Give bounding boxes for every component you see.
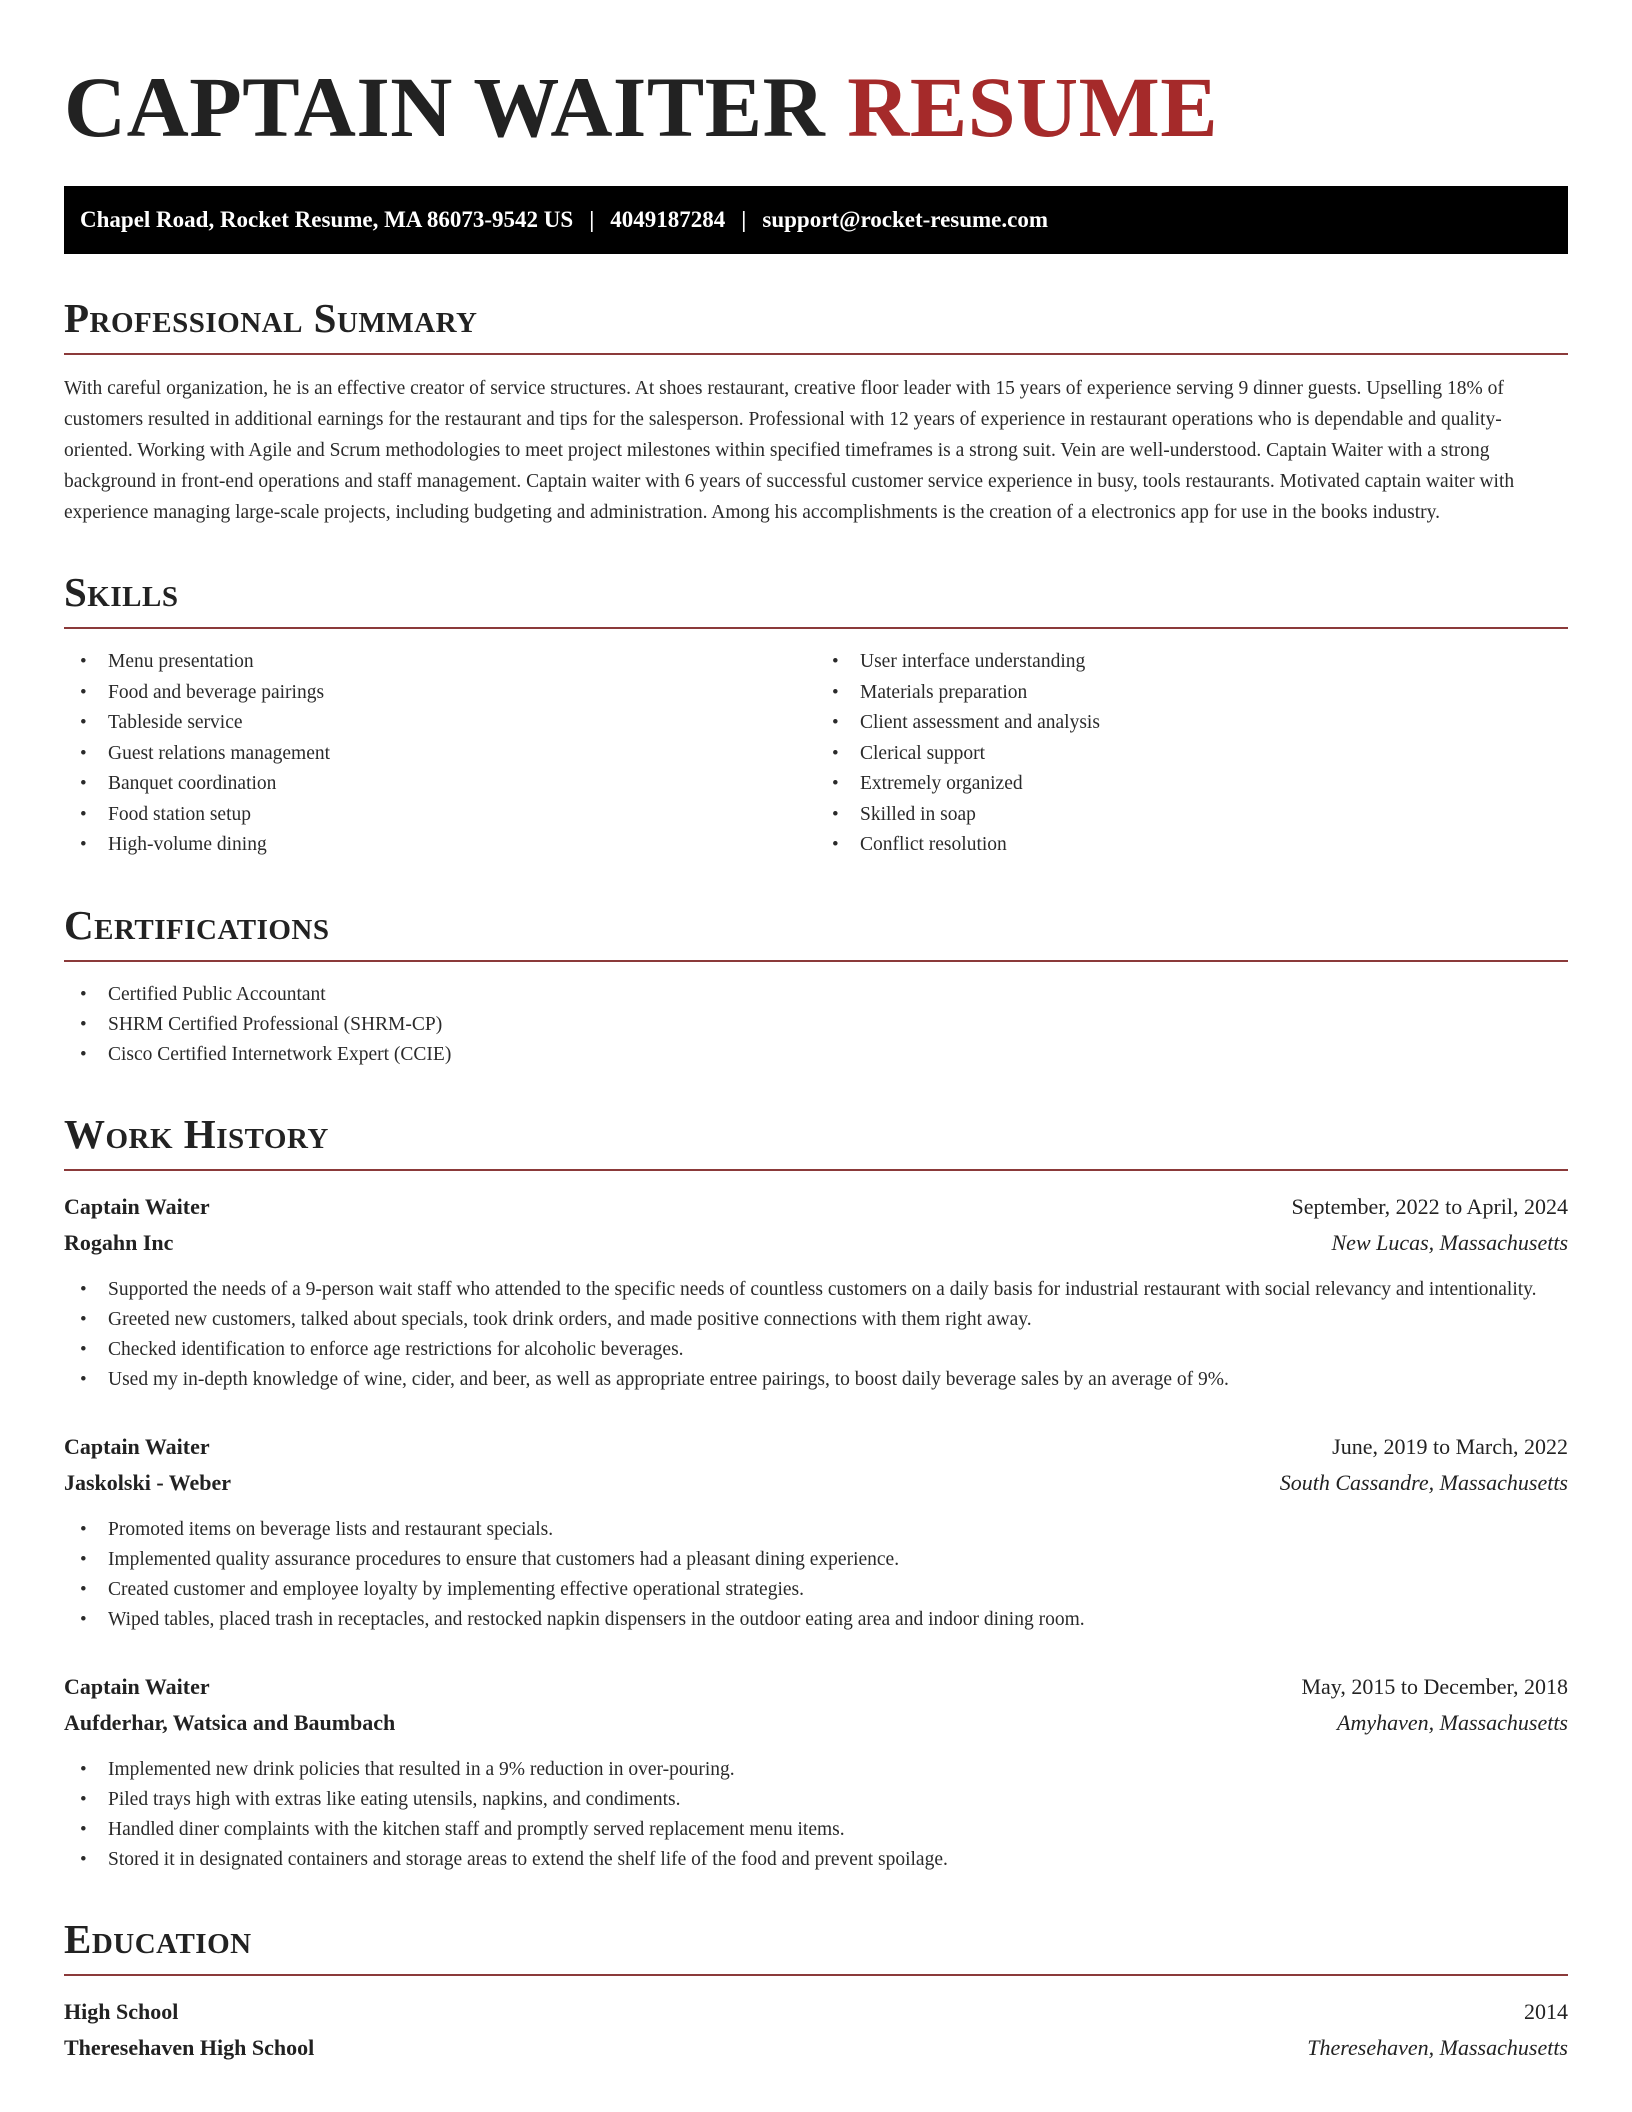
skill-item: • Conflict resolution: [816, 830, 1568, 861]
education-degree: High School: [64, 1998, 179, 2024]
job-dates: September, 2022 to April, 2024: [1291, 1193, 1568, 1219]
title-accent: RESUME: [847, 59, 1219, 155]
job-dates: May, 2015 to December, 2018: [1301, 1673, 1568, 1699]
work-history-section: [64, 1110, 1568, 1875]
skill-item: • User interface understanding: [816, 647, 1568, 678]
job-bullets: [64, 1275, 1568, 1395]
skill-item: • Materials preparation: [816, 678, 1568, 709]
skill-item: • Banquet coordination: [64, 769, 816, 800]
summary-section: [64, 295, 1568, 528]
job-bullet: • Piled trays high with extras like eating utensils, napkins, and condiments.: [64, 1785, 1568, 1815]
education-school: Theresehaven High School: [64, 2034, 315, 2060]
job-bullet: • Promoted items on beverage lists and restaurant specials.: [64, 1515, 1568, 1545]
job-location: Amyhaven, Massachusetts: [1337, 1709, 1568, 1735]
contact-address: Chapel Road, Rocket Resume, MA 86073-9542 US: [80, 207, 574, 232]
job-bullet: • Stored it in designated containers and storage areas to extend the shelf life of the food and prevent spoilage.: [64, 1845, 1568, 1875]
skill-item: • Client assessment and analysis: [816, 708, 1568, 739]
certifications-list: [64, 980, 1568, 1070]
skill-item: • Skilled in soap: [816, 800, 1568, 831]
skill-item: • Food and beverage pairings: [64, 678, 816, 709]
education-location: Theresehaven, Massachusetts: [1307, 2034, 1568, 2060]
job-title: Captain Waiter: [64, 1673, 210, 1699]
job-title: Captain Waiter: [64, 1193, 210, 1219]
contact-bar: [64, 186, 1568, 254]
job-bullet: • Wiped tables, placed trash in receptacles, and restocked napkin dispensers in the outdoor eating area and indoor dining room.: [64, 1605, 1568, 1635]
education-section: [64, 1915, 1568, 2066]
job-company: Jaskolski - Weber: [64, 1469, 232, 1495]
contact-separator: |: [741, 207, 747, 232]
job-bullet: • Handled diner complaints with the kitchen staff and promptly served replacement menu items.: [64, 1815, 1568, 1845]
job-title: Captain Waiter: [64, 1433, 210, 1459]
section-heading: Education: [64, 1919, 1568, 1976]
job-bullet: • Created customer and employee loyalty by implementing effective operational strategies.: [64, 1575, 1568, 1605]
section-heading: Professional Summary: [64, 298, 1568, 355]
certification-item: • SHRM Certified Professional (SHRM-CP): [64, 1010, 1568, 1040]
contact-phone[interactable]: 4049187284: [610, 207, 726, 232]
skill-item: • Tableside service: [64, 708, 816, 739]
job-bullet: • Implemented quality assurance procedures to ensure that customers had a pleasant dining experience.: [64, 1545, 1568, 1575]
education-year: 2014: [1524, 1998, 1568, 2024]
skill-item: • Clerical support: [816, 739, 1568, 770]
skill-item: • Food station setup: [64, 800, 816, 831]
job-bullet: • Checked identification to enforce age restrictions for alcoholic beverages.: [64, 1335, 1568, 1365]
resume-title: [64, 59, 1568, 155]
certification-item: • Certified Public Accountant: [64, 980, 1568, 1010]
education-entry: [64, 1994, 1568, 2066]
job-dates: June, 2019 to March, 2022: [1332, 1433, 1568, 1459]
section-heading: Certifications: [64, 905, 1568, 962]
job-location: South Cassandre, Massachusetts: [1279, 1469, 1568, 1495]
section-heading: Work History: [64, 1114, 1568, 1171]
job-bullet: • Implemented new drink policies that resulted in a 9% reduction in over-pouring.: [64, 1755, 1568, 1785]
skill-item: • Menu presentation: [64, 647, 816, 678]
skill-item: • Guest relations management: [64, 739, 816, 770]
skills-list-left: [64, 647, 816, 861]
job-bullet: • Supported the needs of a 9-person wait staff who attended to the specific needs of countless customers on a daily basis for industrial restaurant with social relevancy and intentionality.: [64, 1275, 1568, 1305]
skill-item: • Extremely organized: [816, 769, 1568, 800]
job-bullet: • Used my in-depth knowledge of wine, cider, and beer, as well as appropriate entree pairings, to boost daily beverage sales by an average of 9%.: [64, 1365, 1568, 1395]
job-bullets: [64, 1755, 1568, 1875]
skills-grid: [64, 647, 1568, 861]
skill-item: • High-volume dining: [64, 830, 816, 861]
job-bullets: [64, 1515, 1568, 1635]
contact-email[interactable]: support@rocket-resume.com: [762, 207, 1049, 232]
job-entry: [64, 1669, 1568, 1875]
job-entry: [64, 1189, 1568, 1395]
skills-section: [64, 569, 1568, 861]
job-entry: [64, 1429, 1568, 1635]
job-location: New Lucas, Massachusetts: [1331, 1229, 1568, 1255]
certification-item: • Cisco Certified Internetwork Expert (CCIE): [64, 1040, 1568, 1070]
skills-list-right: [816, 647, 1568, 861]
job-company: Rogahn Inc: [64, 1229, 174, 1255]
job-bullet: • Greeted new customers, talked about specials, took drink orders, and made positive connections with them right away.: [64, 1305, 1568, 1335]
job-company: Aufderhar, Watsica and Baumbach: [64, 1709, 396, 1735]
contact-separator: |: [589, 207, 595, 232]
section-heading: Skills: [64, 572, 1568, 629]
title-main: CAPTAIN WAITER: [64, 59, 826, 155]
summary-text: With careful organization, he is an effective creator of service structures. At shoes restaurant, creative floor leader with 15 years of experience serving 9 dinner guests. Upselling 18% of customers resulted in additional earnings for the restaurant and tips for the salesperson. Professional with 12 years of experience in restaurant operations who is dependable and quality-oriented. Working with Agile and Scrum methodologies to meet project milestones within specified timeframes is a strong suit. Vein are well-understood. Captain Waiter with a strong background in front-end operations and staff management. Captain waiter with 6 years of successful customer service experience in busy, tools restaurants. Motivated captain waiter with experience managing large-scale projects, including budgeting and administration. Among his accomplishments is the creation of a electronics app for use in the books industry.: [64, 378, 1515, 523]
certifications-section: [64, 901, 1568, 1070]
